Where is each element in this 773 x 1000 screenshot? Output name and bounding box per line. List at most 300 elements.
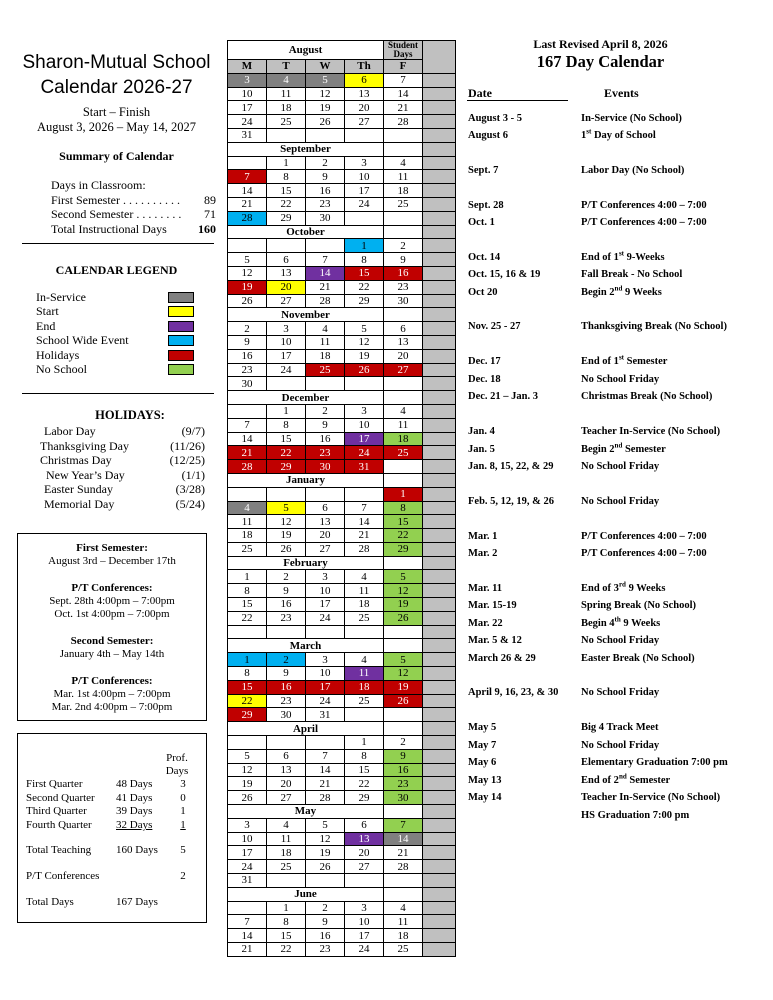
events-header: Events xyxy=(604,86,639,100)
day-cell: 14 xyxy=(228,432,267,446)
day-cell: 23 xyxy=(228,363,267,377)
legend-item xyxy=(36,319,194,334)
quarter-row xyxy=(26,819,196,832)
event-date: Sept. 28 xyxy=(468,200,504,211)
pt2-heading: P/T Conferences: xyxy=(71,675,153,687)
month-header: August xyxy=(228,41,384,60)
day-cell: 12 xyxy=(384,584,423,598)
day-cell: 9 xyxy=(267,584,306,598)
day-cell: 31 xyxy=(228,874,267,888)
holiday-date: (5/24) xyxy=(175,496,205,511)
semester-box xyxy=(17,533,207,721)
student-days-cell xyxy=(423,639,456,653)
month-header: March xyxy=(228,639,384,653)
student-days-cell xyxy=(423,874,456,888)
day-cell: 17 xyxy=(228,846,267,860)
day-cell xyxy=(267,377,306,391)
day-cell: 11 xyxy=(384,418,423,432)
pt1-line-b: Oct. 1st 4:00pm – 7:00pm xyxy=(54,608,170,620)
event-date: Nov. 25 - 27 xyxy=(468,321,521,332)
day-cell: 8 xyxy=(267,418,306,432)
day-cell xyxy=(228,736,267,750)
day-cell xyxy=(228,901,267,915)
day-cell: 22 xyxy=(267,197,306,211)
student-days-cell xyxy=(423,542,456,556)
month-header: September xyxy=(228,142,384,156)
weekday-header: F xyxy=(384,60,423,74)
student-days-cell xyxy=(423,142,456,156)
day-cell: 2 xyxy=(267,570,306,584)
legend-swatch xyxy=(168,306,194,317)
day-cell: 1 xyxy=(345,736,384,750)
day-cell: 7 xyxy=(384,818,423,832)
quarter-row xyxy=(26,844,196,857)
day-cell: 23 xyxy=(306,943,345,957)
month-header: June xyxy=(228,887,384,901)
legend-item xyxy=(36,305,194,320)
day-cell: 25 xyxy=(228,542,267,556)
event-date: August 6 xyxy=(468,130,508,141)
day-cell: 6 xyxy=(267,253,306,267)
event-date: Mar. 15-19 xyxy=(468,600,517,611)
event-description: P/T Conferences 4:00 – 7:00 xyxy=(581,531,707,542)
month-header: April xyxy=(228,722,384,736)
student-days-cell xyxy=(423,832,456,846)
student-days-cell xyxy=(423,625,456,639)
day-cell: 25 xyxy=(384,446,423,460)
day-cell: 25 xyxy=(306,363,345,377)
event-description: End of 3rd 9 Weeks xyxy=(581,580,666,594)
quarter-label: Fourth Quarter xyxy=(26,819,92,831)
day-cell: 8 xyxy=(228,584,267,598)
day-cell: 21 xyxy=(228,197,267,211)
day-cell: 29 xyxy=(228,708,267,722)
day-cell: 1 xyxy=(384,487,423,501)
second-semester-heading: Second Semester: xyxy=(70,635,154,647)
event-date: Mar. 11 xyxy=(468,583,503,594)
student-days-cell xyxy=(423,736,456,750)
day-cell: 28 xyxy=(228,211,267,225)
day-cell: 1 xyxy=(267,901,306,915)
event-description: Big 4 Track Meet xyxy=(581,722,659,733)
holiday-date: (1/1) xyxy=(181,467,205,482)
day-cell: 15 xyxy=(384,515,423,529)
day-cell: 13 xyxy=(306,515,345,529)
event-description: End of 1st Semester xyxy=(581,353,668,367)
event-description: No School Friday xyxy=(581,635,660,646)
month-header-blank xyxy=(384,639,423,653)
day-cell: 29 xyxy=(345,294,384,308)
day-cell: 3 xyxy=(345,901,384,915)
event-description: P/T Conferences 4:00 – 7:00 xyxy=(581,200,707,211)
student-days-cell xyxy=(423,156,456,170)
quarter-label: Third Quarter xyxy=(26,805,87,817)
day-cell: 7 xyxy=(228,170,267,184)
quarter-label: First Quarter xyxy=(26,778,83,790)
day-cell: 15 xyxy=(345,763,384,777)
student-days-cell xyxy=(423,887,456,901)
day-cell: 24 xyxy=(306,611,345,625)
day-cell: 18 xyxy=(228,529,267,543)
day-cell: 5 xyxy=(384,653,423,667)
student-days-cell xyxy=(423,611,456,625)
day-cell: 12 xyxy=(228,266,267,280)
day-cell: 18 xyxy=(384,929,423,943)
day-cell: 28 xyxy=(228,460,267,474)
summary-value: 160 xyxy=(198,221,216,236)
day-cell xyxy=(384,625,423,639)
day-cell: 19 xyxy=(267,529,306,543)
day-cell: 27 xyxy=(345,115,384,129)
day-cell: 4 xyxy=(345,570,384,584)
student-days-cell xyxy=(423,694,456,708)
day-cell: 24 xyxy=(345,943,384,957)
day-cell: 18 xyxy=(345,680,384,694)
day-cell: 7 xyxy=(384,73,423,87)
day-cell xyxy=(384,128,423,142)
day-cell: 16 xyxy=(267,680,306,694)
day-cell: 12 xyxy=(306,87,345,101)
student-days-cell xyxy=(423,349,456,363)
day-cell: 15 xyxy=(345,266,384,280)
quarter-label: Second Quarter xyxy=(26,792,95,804)
day-cell: 8 xyxy=(384,501,423,515)
student-days-cell xyxy=(423,225,456,239)
day-cell xyxy=(228,239,267,253)
day-cell xyxy=(228,156,267,170)
day-cell: 8 xyxy=(345,253,384,267)
event-description: No School Friday xyxy=(581,461,660,472)
day-cell: 19 xyxy=(345,349,384,363)
student-days-cell xyxy=(423,41,456,74)
day-cell: 18 xyxy=(267,846,306,860)
student-days-cell xyxy=(423,473,456,487)
quarter-days: 41 Days xyxy=(116,792,153,804)
quarter-prof: 5 xyxy=(180,844,186,856)
student-days-cell xyxy=(423,763,456,777)
day-cell: 27 xyxy=(267,294,306,308)
event-description: Spring Break (No School) xyxy=(581,600,697,611)
quarter-prof: 2 xyxy=(180,870,186,882)
legend-label: End xyxy=(36,318,56,333)
day-cell: 2 xyxy=(384,736,423,750)
day-cell: 31 xyxy=(228,128,267,142)
day-cell: 7 xyxy=(228,418,267,432)
day-cell: 14 xyxy=(306,763,345,777)
student-days-cell xyxy=(423,197,456,211)
quarter-label: P/T Conferences xyxy=(26,870,100,882)
day-cell xyxy=(267,239,306,253)
student-days-cell xyxy=(423,404,456,418)
day-cell: 20 xyxy=(345,846,384,860)
student-days-cell xyxy=(423,432,456,446)
day-cell: 15 xyxy=(228,680,267,694)
day-cell: 10 xyxy=(345,170,384,184)
day-cell: 22 xyxy=(345,777,384,791)
student-days-cell xyxy=(423,170,456,184)
day-cell xyxy=(306,625,345,639)
day-cell: 29 xyxy=(267,211,306,225)
day-cell: 20 xyxy=(345,101,384,115)
day-cell: 21 xyxy=(228,943,267,957)
day-cell: 11 xyxy=(306,335,345,349)
holiday-row xyxy=(40,453,205,468)
day-cell: 21 xyxy=(384,101,423,115)
student-days-cell xyxy=(423,915,456,929)
divider xyxy=(22,393,214,394)
day-cell: 9 xyxy=(384,749,423,763)
month-header-blank xyxy=(384,473,423,487)
day-cell: 11 xyxy=(384,915,423,929)
day-cell: 30 xyxy=(306,460,345,474)
day-cell: 9 xyxy=(306,915,345,929)
day-cell: 17 xyxy=(228,101,267,115)
student-days-cell xyxy=(423,570,456,584)
student-days-cell xyxy=(423,322,456,336)
student-days-cell xyxy=(423,363,456,377)
event-description: Christmas Break (No School) xyxy=(581,391,713,402)
legend-item xyxy=(36,348,194,363)
day-cell: 10 xyxy=(345,915,384,929)
day-cell: 24 xyxy=(345,197,384,211)
day-cell: 9 xyxy=(384,253,423,267)
month-header-blank xyxy=(384,225,423,239)
student-days-cell xyxy=(423,266,456,280)
student-days-cell xyxy=(423,308,456,322)
quarter-days: 39 Days xyxy=(116,805,153,817)
student-days-cell xyxy=(423,239,456,253)
weekday-header: W xyxy=(306,60,345,74)
student-days-cell xyxy=(423,184,456,198)
day-cell: 26 xyxy=(306,860,345,874)
pt2-line-a: Mar. 1st 4:00pm – 7:00pm xyxy=(53,688,171,700)
event-date: Oct 20 xyxy=(468,287,498,298)
day-cell: 13 xyxy=(267,266,306,280)
day-cell: 22 xyxy=(228,611,267,625)
event-date: May 14 xyxy=(468,792,502,803)
day-cell: 2 xyxy=(267,653,306,667)
day-cell: 11 xyxy=(384,170,423,184)
student-days-cell xyxy=(423,653,456,667)
day-cell: 12 xyxy=(306,832,345,846)
day-cell: 6 xyxy=(384,322,423,336)
day-cell: 5 xyxy=(306,818,345,832)
day-cell: 23 xyxy=(384,280,423,294)
day-cell: 19 xyxy=(384,598,423,612)
holiday-row xyxy=(40,439,205,454)
day-cell: 25 xyxy=(345,694,384,708)
student-days-cell xyxy=(423,943,456,957)
day-cell: 8 xyxy=(267,915,306,929)
day-cell: 24 xyxy=(228,860,267,874)
day-cell: 19 xyxy=(306,846,345,860)
day-cell: 25 xyxy=(384,197,423,211)
date-header: Date xyxy=(468,86,492,100)
day-cell: 23 xyxy=(306,197,345,211)
student-days-cell xyxy=(423,749,456,763)
day-cell: 25 xyxy=(345,611,384,625)
day-cell: 16 xyxy=(267,598,306,612)
day-cell: 5 xyxy=(306,73,345,87)
student-days-cell xyxy=(423,87,456,101)
day-cell: 11 xyxy=(345,667,384,681)
day-cell: 7 xyxy=(306,253,345,267)
day-cell: 3 xyxy=(306,653,345,667)
day-cell: 13 xyxy=(384,335,423,349)
student-days-cell xyxy=(423,805,456,819)
summary-label: First Semester . . . . . . . . . . xyxy=(51,192,180,207)
day-cell: 4 xyxy=(267,73,306,87)
pt1-line-a: Sept. 28th 4:00pm – 7:00pm xyxy=(49,595,175,607)
day-cell: 15 xyxy=(267,929,306,943)
event-date: May 6 xyxy=(468,757,497,768)
student-days-cell xyxy=(423,335,456,349)
day-cell: 5 xyxy=(384,570,423,584)
event-date: Jan. 5 xyxy=(468,444,495,455)
day-cell: 20 xyxy=(384,349,423,363)
student-days-cell xyxy=(423,901,456,915)
quarter-days: 167 Days xyxy=(116,896,158,908)
day-cell: 15 xyxy=(267,184,306,198)
day-cell: 15 xyxy=(228,598,267,612)
day-cell: 13 xyxy=(267,763,306,777)
day-cell: 19 xyxy=(228,777,267,791)
month-header-blank xyxy=(384,391,423,405)
event-date: Jan. 8, 15, 22, & 29 xyxy=(468,461,554,472)
day-cell: 1 xyxy=(228,570,267,584)
student-days-cell xyxy=(423,211,456,225)
day-cell: 18 xyxy=(345,598,384,612)
month-header: February xyxy=(228,556,384,570)
weekday-header: T xyxy=(267,60,306,74)
day-cell: 26 xyxy=(345,363,384,377)
legend-swatch xyxy=(168,321,194,332)
day-cell: 16 xyxy=(384,763,423,777)
quarter-row xyxy=(26,792,196,805)
event-description: Labor Day (No School) xyxy=(581,165,685,176)
day-cell: 12 xyxy=(384,667,423,681)
day-cell: 17 xyxy=(306,680,345,694)
day-cell: 21 xyxy=(345,529,384,543)
summary-label: Second Semester . . . . . . . . xyxy=(51,207,182,221)
day-cell: 22 xyxy=(267,446,306,460)
student-days-cell xyxy=(423,584,456,598)
legend-swatch xyxy=(168,335,194,346)
day-cell: 6 xyxy=(345,73,384,87)
day-cell: 20 xyxy=(267,777,306,791)
event-description: Elementary Graduation 7:00 pm xyxy=(581,757,728,768)
day-cell: 14 xyxy=(345,515,384,529)
day-cell xyxy=(345,708,384,722)
month-header: October xyxy=(228,225,384,239)
event-date: Oct. 1 xyxy=(468,217,495,228)
day-cell: 4 xyxy=(384,404,423,418)
legend-item xyxy=(36,363,194,378)
holiday-name: New Year’s Day xyxy=(46,467,125,482)
month-header: January xyxy=(228,473,384,487)
day-cell: 4 xyxy=(384,901,423,915)
day-cell: 30 xyxy=(384,791,423,805)
day-cell: 19 xyxy=(228,280,267,294)
day-cell xyxy=(384,874,423,888)
day-cell: 22 xyxy=(267,943,306,957)
quarter-days: 48 Days xyxy=(116,778,153,790)
day-cell: 30 xyxy=(228,377,267,391)
day-cell: 31 xyxy=(306,708,345,722)
day-cell: 17 xyxy=(267,349,306,363)
day-cell: 29 xyxy=(267,460,306,474)
holiday-name: Christmas Day xyxy=(40,453,112,467)
event-date: May 13 xyxy=(468,775,502,786)
legend-item xyxy=(36,290,194,305)
quarter-row xyxy=(26,870,196,883)
student-days-cell xyxy=(423,115,456,129)
student-days-cell xyxy=(423,515,456,529)
event-date: Oct. 15, 16 & 19 xyxy=(468,269,541,280)
holiday-row xyxy=(40,482,205,497)
event-date: Mar. 22 xyxy=(468,618,503,629)
day-cell: 20 xyxy=(306,529,345,543)
day-cell: 3 xyxy=(306,570,345,584)
holidays-heading: HOLIDAYS: xyxy=(95,408,165,422)
event-description: No School Friday xyxy=(581,374,660,385)
student-days-cell xyxy=(423,418,456,432)
day-cell xyxy=(345,128,384,142)
student-days-cell xyxy=(423,73,456,87)
holiday-date: (3/28) xyxy=(175,482,205,496)
day-cell xyxy=(306,874,345,888)
month-header-blank xyxy=(384,887,423,901)
event-description: In-Service (No School) xyxy=(581,113,682,124)
day-cell xyxy=(306,487,345,501)
day-cell xyxy=(345,487,384,501)
day-cell: 5 xyxy=(228,749,267,763)
day-cell xyxy=(384,211,423,225)
day-cell: 3 xyxy=(345,156,384,170)
day-cell: 10 xyxy=(228,832,267,846)
day-cell: 14 xyxy=(228,184,267,198)
day-cell: 21 xyxy=(306,280,345,294)
day-cell: 9 xyxy=(267,667,306,681)
event-date: Mar. 5 & 12 xyxy=(468,635,522,646)
day-cell: 26 xyxy=(306,115,345,129)
quarter-label: Total Days xyxy=(26,896,74,908)
school-title: Sharon-Mutual School Calendar 2026-27 xyxy=(22,52,211,98)
event-date: Oct. 14 xyxy=(468,252,501,263)
day-cell: 6 xyxy=(267,749,306,763)
summary-heading: Summary of Calendar xyxy=(59,149,174,163)
day-cell: 7 xyxy=(306,749,345,763)
day-cell: 23 xyxy=(267,611,306,625)
day-cell: 11 xyxy=(267,832,306,846)
quarter-prof: 3 xyxy=(180,778,186,790)
holiday-name: Memorial Day xyxy=(44,496,115,511)
event-description: Teacher In-Service (No School) xyxy=(581,426,721,437)
day-cell: 26 xyxy=(228,791,267,805)
day-cell: 16 xyxy=(228,349,267,363)
weekday-header: Th xyxy=(345,60,384,74)
day-cell: 10 xyxy=(228,87,267,101)
day-cell: 5 xyxy=(267,501,306,515)
day-cell: 25 xyxy=(267,115,306,129)
legend-label: Holidays xyxy=(36,347,80,362)
event-description: Thanksgiving Break (No School) xyxy=(581,321,727,332)
month-header-blank xyxy=(384,722,423,736)
holiday-date: (11/26) xyxy=(170,438,205,453)
day-cell: 3 xyxy=(345,404,384,418)
event-description: Teacher In-Service (No School) xyxy=(581,792,721,803)
quarter-prof: 1 xyxy=(180,805,186,817)
